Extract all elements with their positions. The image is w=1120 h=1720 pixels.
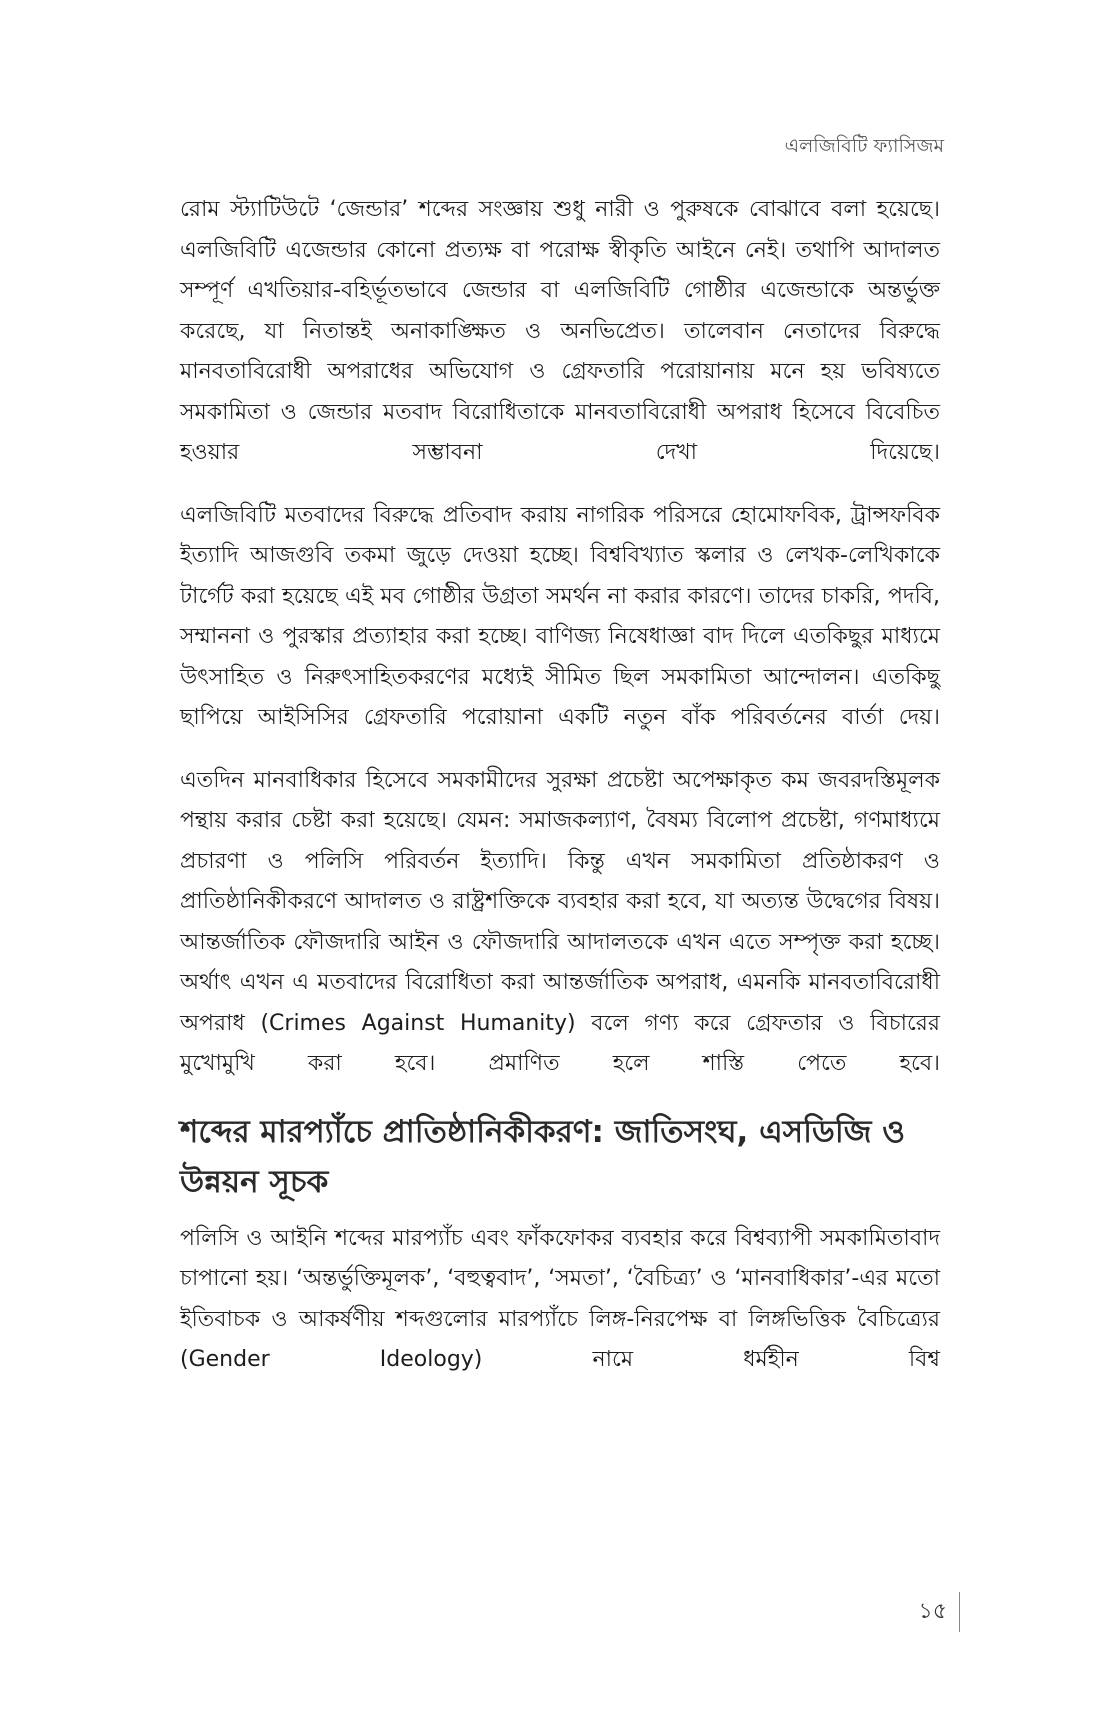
paragraph-2: এলজিবিটি মতবাদের বিরুদ্ধে প্রতিবাদ করায় নাগরিক পরিসরে হোমোফবিক, ট্রান্সফবিক ইত্যাদি আজগুবি তকমা জুড়ে দেওয়া হচ্ছে। বিশ্ববিখ্যাত স্কলার ও লেখক-লেখিকাকে টার্গেট করা হয়েছে এই মব গোষ্ঠীর উগ্রতা সমর্থন না করার কারণে। তাদের চাকরি, পদবি, সম্মাননা ও পুরস্কার প্রত্যাহার করা হচ্ছে। বাণিজ্য নিষেধাজ্ঞা বাদ দিলে এতকিছুর মাধ্যমে উৎসাহিত ও নিরুৎসাহিতকরণের মধ্যেই সীমিত ছিল সমকামিতা আন্দোলন। এতকিছু ছাপিয়ে আইসিসির গ্রেফতারি পরোয়ানা একটি নতুন বাঁক পরিবর্তনের বার্তা দেয়। bbox=[180, 502, 940, 730]
page-body bbox=[180, 190, 940, 1403]
running-header: এলজিবিটি ফ্যাসিজম bbox=[784, 135, 944, 157]
section-heading: শব্দের মারপ্যাঁচে প্রাতিষ্ঠানিকীকরণ: জাতিসংঘ, এসডিজি ও উন্নয়ন সূচক bbox=[180, 1113, 906, 1200]
section-paragraph: পলিসি ও আইনি শব্দের মারপ্যাঁচ এবং ফাঁকফোকর ব্যবহার করে বিশ্বব্যাপী সমকামিতাবাদ চাপানো হয়। ‘অন্তর্ভুক্তিমূলক’, ‘বহুত্ববাদ’, ‘সমতা’, ‘বৈচিত্র্য’ ও ‘মানবাধিকার’-এর মতো ইতিবাচক ও আকর্ষণীয় শব্দগুলোর মারপ্যাঁচে লিঙ্গ-নিরপেক্ষ বা লিঙ্গভিত্তিক বৈচিত্র্যের (Gender Ideology) নামে ধর্মহীন বিশ্ব bbox=[180, 1225, 940, 1372]
page-footer bbox=[918, 1592, 960, 1632]
footer-divider bbox=[959, 1592, 960, 1632]
paragraph-1: রোম স্ট্যাটিউটে ‘জেন্ডার’ শব্দের সংজ্ঞায় শুধু নারী ও পুরুষকে বোঝাবে বলা হয়েছে। এলজিবিটি এজেন্ডার কোনো প্রত্যক্ষ বা পরোক্ষ স্বীকৃতি আইনে নেই। তথাপি আদালত সম্পূর্ণ এখতিয়ার-বহির্ভূতভাবে জেন্ডার বা এলজিবিটি গোষ্ঠীর এজেন্ডাকে অন্তর্ভুক্ত করেছে, যা নিতান্তই অনাকাঙ্ক্ষিত ও অনভিপ্রেত। তালেবান নেতাদের বিরুদ্ধে মানবতাবিরোধী অপরাধের অভিযোগ ও গ্রেফতারি পরোয়ানায় মনে হয় ভবিষ্যতে সমকামিতা ও জেন্ডার মতবাদ বিরোধিতাকে মানবতাবিরোধী অপরাধ হিসেবে বিবেচিত হওয়ার সম্ভাবনা দেখা দিয়েছে। bbox=[180, 197, 940, 465]
paragraph-3: এতদিন মানবাধিকার হিসেবে সমকামীদের সুরক্ষা প্রচেষ্টা অপেক্ষাকৃত কম জবরদস্তিমূলক পন্থায় করার চেষ্টা করা হয়েছে। যেমন: সমাজকল্যাণ, বৈষম্য বিলোপ প্রচেষ্টা, গণমাধ্যমে প্রচারণা ও পলিসি পরিবর্তন ইত্যাদি। কিন্তু এখন সমকামিতা প্রতিষ্ঠাকরণ ও প্রাতিষ্ঠানিকীকরণে আদালত ও রাষ্ট্রশক্তিকে ব্যবহার করা হবে, যা অত্যন্ত উদ্বেগের বিষয়। আন্তর্জাতিক ফৌজদারি আইন ও ফৌজদারি আদালতকে এখন এতে সম্পৃক্ত করা হচ্ছে। অর্থাৎ এখন এ মতবাদের বিরোধিতা করা আন্তর্জাতিক অপরাধ, এমনকি মানবতাবিরোধী অপরাধ (Crimes Against Humanity) বলে গণ্য করে গ্রেফতার ও বিচারের মুখোমুখি করা হবে। প্রমাণিত হলে শাস্তি পেতে হবে। bbox=[180, 767, 940, 1076]
page-number: ১৫ bbox=[918, 1598, 947, 1624]
